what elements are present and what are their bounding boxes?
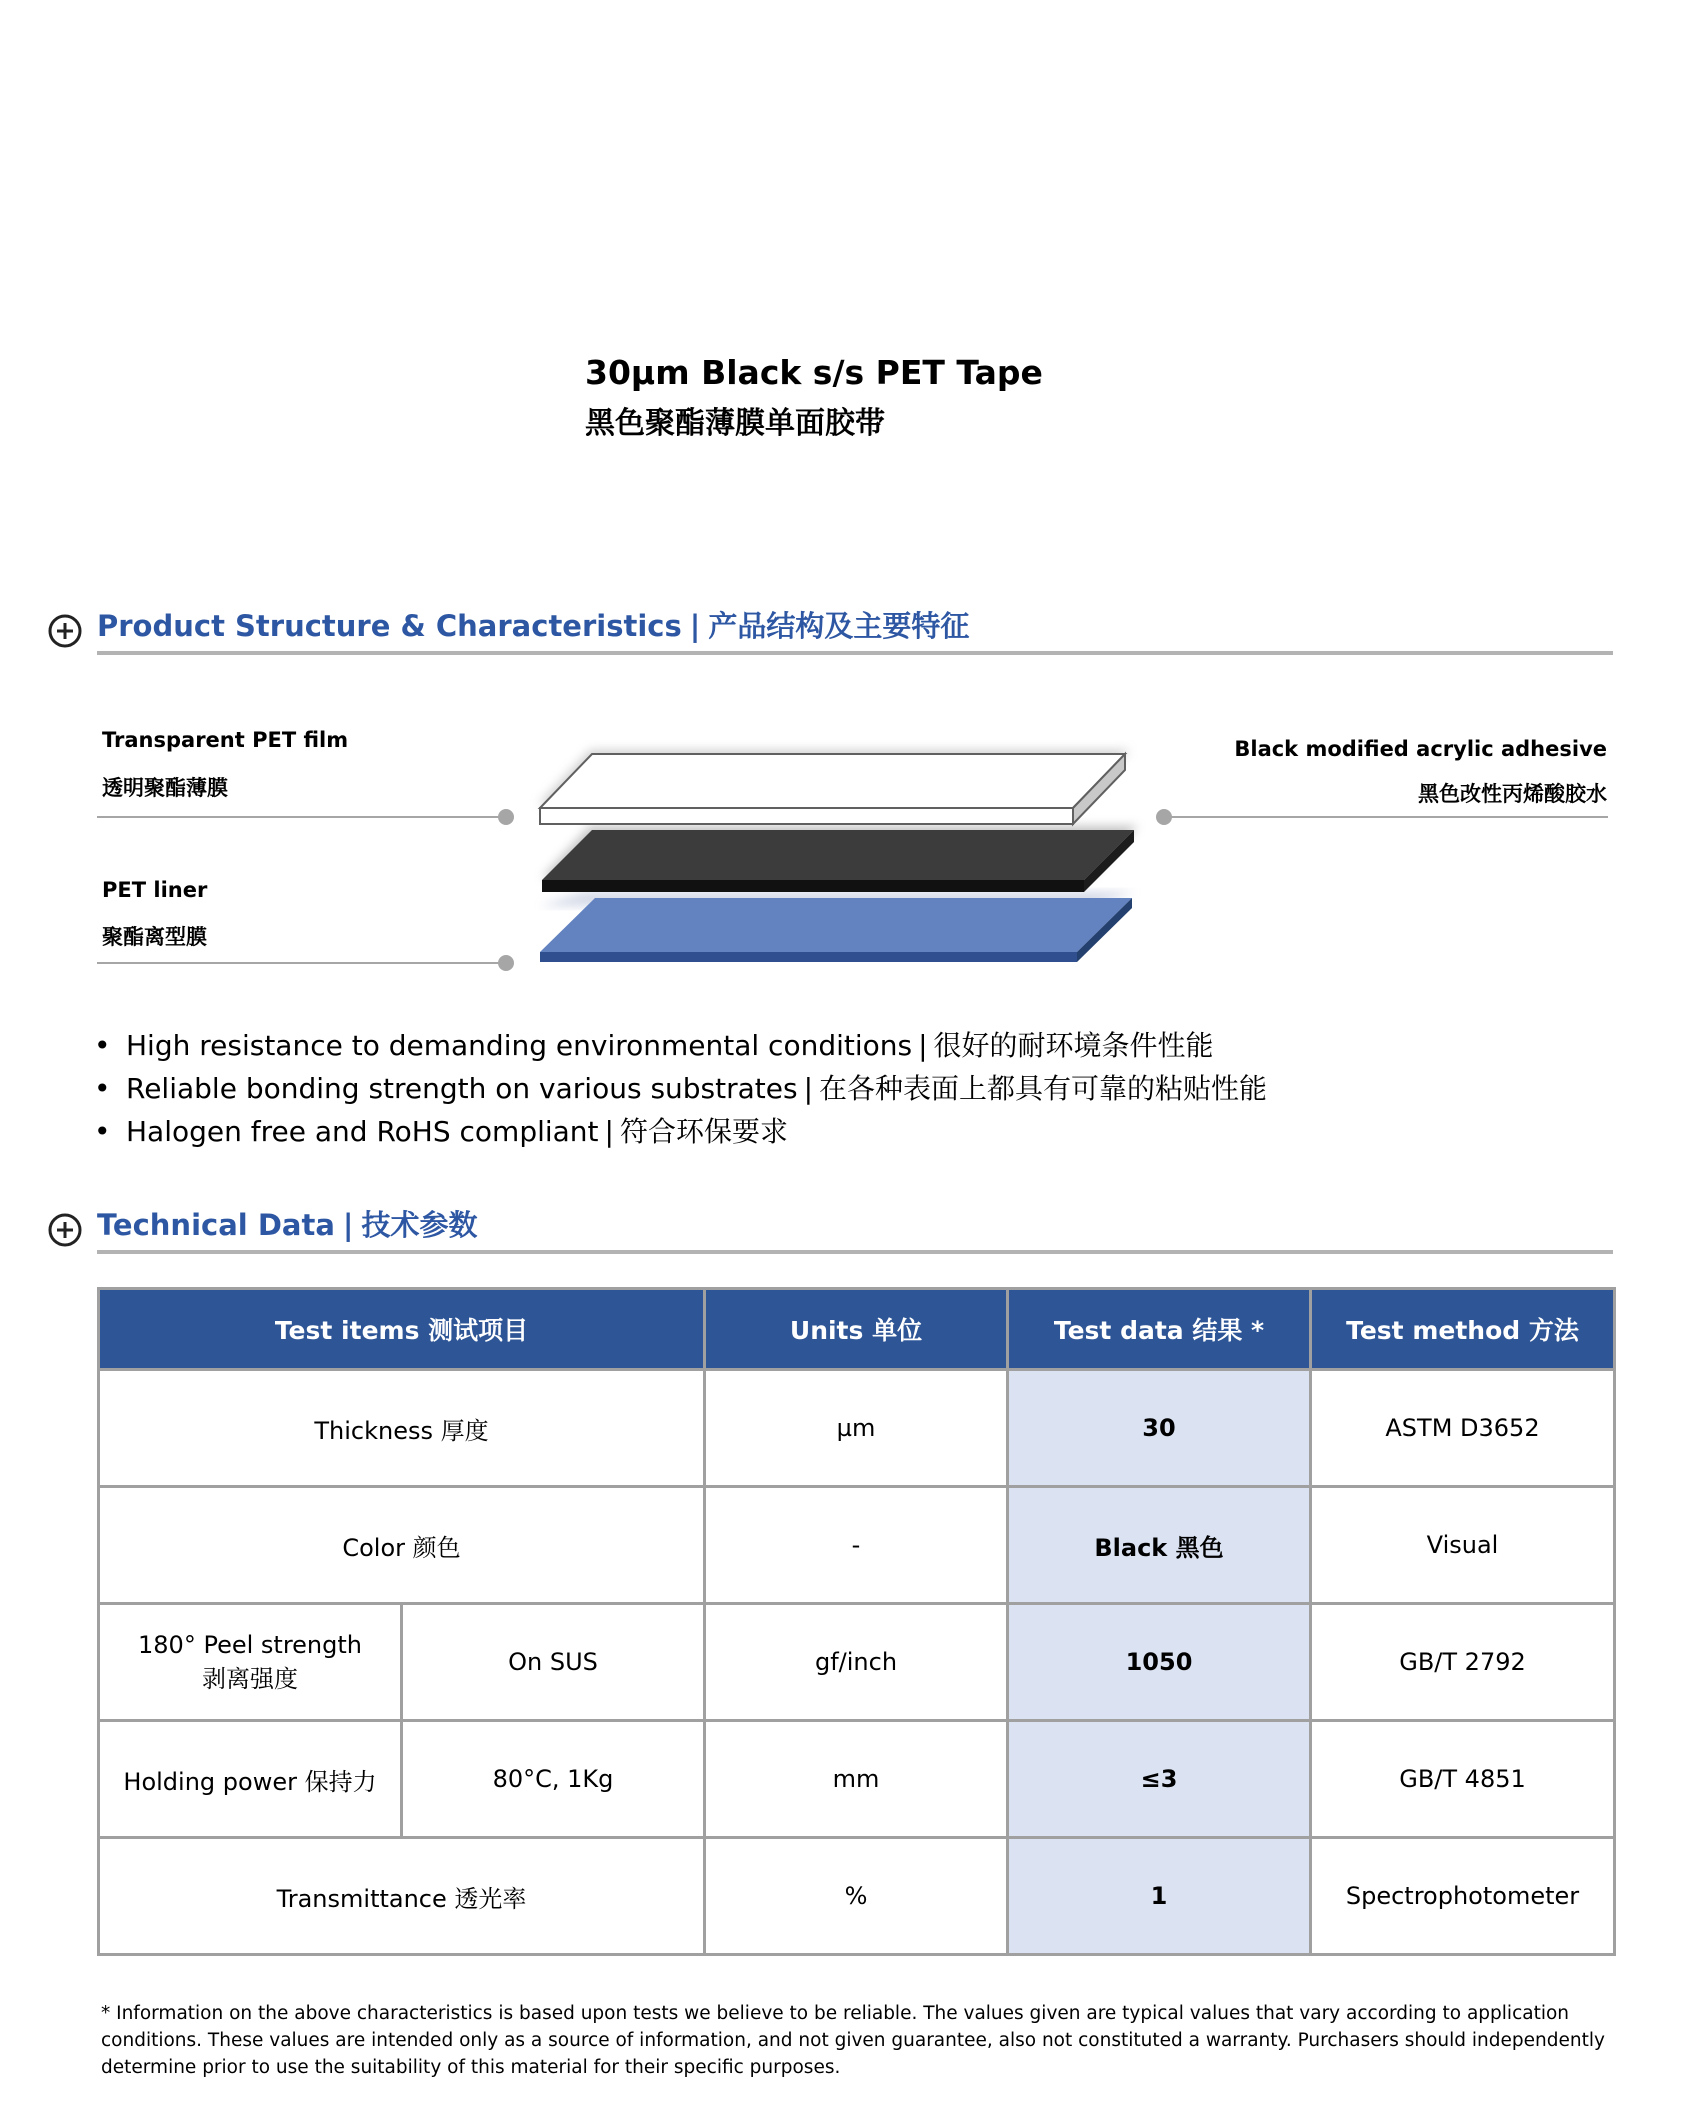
table-row [99,1721,1615,1838]
cell-item: Thickness 厚度 [99,1370,705,1487]
bullet-icon: • [94,1072,111,1105]
section-heading-technical-en: Technical Data [97,1208,335,1242]
cell-unit: µm [705,1370,1008,1487]
cell-method: Spectrophotometer [1311,1838,1615,1955]
label-top-film-cn: 透明聚酯薄膜 [102,776,228,800]
leader-dot-liner [498,955,514,971]
header-units: Units 单位 [705,1289,1008,1370]
section-heading-structure-en: Product Structure & Characteristics [97,609,682,643]
cell-item-cn: 剥离强度 [202,1664,298,1693]
leader-dot-top-film [498,809,514,825]
cell-item: Holding power 保持力 [99,1721,402,1838]
header-test-items: Test items 测试项目 [99,1289,705,1370]
section-divider [97,651,1613,655]
plus-circle-icon [48,614,82,648]
layer-transparent-film [538,750,1130,824]
leader-line-top-film [97,816,499,818]
product-title: 30µm Black s/s PET Tape [585,353,1043,392]
section-divider [97,1250,1613,1254]
cell-item-en: 180° Peel strength [138,1630,362,1659]
cell-value: 1050 [1008,1604,1311,1721]
header-test-data: Test data 结果 * [1008,1289,1311,1370]
cell-unit: mm [705,1721,1008,1838]
cell-method: GB/T 2792 [1311,1604,1615,1721]
layer-black-adhesive [542,826,1138,892]
bullet-icon: • [94,1029,111,1062]
heading-separator: | [689,609,701,643]
label-liner-en: PET liner [102,878,208,902]
disclaimer-footnote: * Information on the above characteristics is based upon tests we believe to be reliable. The values given are typical values that vary according to application conditions. These values are intended only as a source of information, and not given guarantee, also not constituted a warranty. Purchasers should independently determine prior to use the suitability of this material for their specific purposes. [101,2003,1605,2078]
list-item: • Halogen free and RoHS compliant | 符合环保要求 [90,1110,1490,1153]
table-row [99,1370,1615,1487]
cell-condition: On SUS [402,1604,705,1721]
section-heading-structure-cn: 产品结构及主要特征 [708,609,970,643]
cell-item: Transmittance 透光率 [99,1838,705,1955]
heading-separator: | [342,1208,354,1242]
cell-method: GB/T 4851 [1311,1721,1615,1838]
table-row [99,1838,1615,1955]
cell-item: Color 颜色 [99,1487,705,1604]
label-liner-cn: 聚酯离型膜 [102,925,207,949]
list-item: • Reliable bonding strength on various substrates | 在各种表面上都具有可靠的粘贴性能 [90,1067,1490,1110]
plus-circle-icon [48,1213,82,1247]
list-item: • High resistance to demanding environmental conditions | 很好的耐环境条件性能 [90,1024,1490,1067]
bullet-icon: • [94,1115,111,1148]
cell-value: ≤3 [1008,1721,1311,1838]
leader-line-liner [97,962,499,964]
characteristics-list [90,1024,1490,1153]
section-heading-technical-cn: 技术参数 [361,1208,478,1242]
tape-structure-diagram [520,740,1160,970]
cell-unit: - [705,1487,1008,1604]
cell-item [99,1604,402,1721]
label-adhesive-en: Black modified acrylic adhesive [1234,737,1607,761]
cell-value: 1 [1008,1838,1311,1955]
technical-data-table [97,1287,1616,1956]
table-header-row [99,1289,1615,1370]
table-row [99,1604,1615,1721]
cell-method: Visual [1311,1487,1615,1604]
cell-unit: gf/inch [705,1604,1008,1721]
header-test-method: Test method 方法 [1311,1289,1615,1370]
cell-value: Black 黑色 [1008,1487,1311,1604]
leader-line-adhesive [1170,816,1608,818]
cell-value: 30 [1008,1370,1311,1487]
layer-pet-liner [540,892,1135,962]
cell-unit: % [705,1838,1008,1955]
cell-condition: 80°C, 1Kg [402,1721,705,1838]
cell-method: ASTM D3652 [1311,1370,1615,1487]
table-row [99,1487,1615,1604]
section-heading-technical [97,1203,478,1244]
label-top-film-en: Transparent PET film [102,728,349,752]
product-title-cn: 黑色聚酯薄膜单面胶带 [585,406,885,441]
section-heading-structure [97,604,969,645]
label-adhesive-cn: 黑色改性丙烯酸胶水 [1418,782,1607,806]
